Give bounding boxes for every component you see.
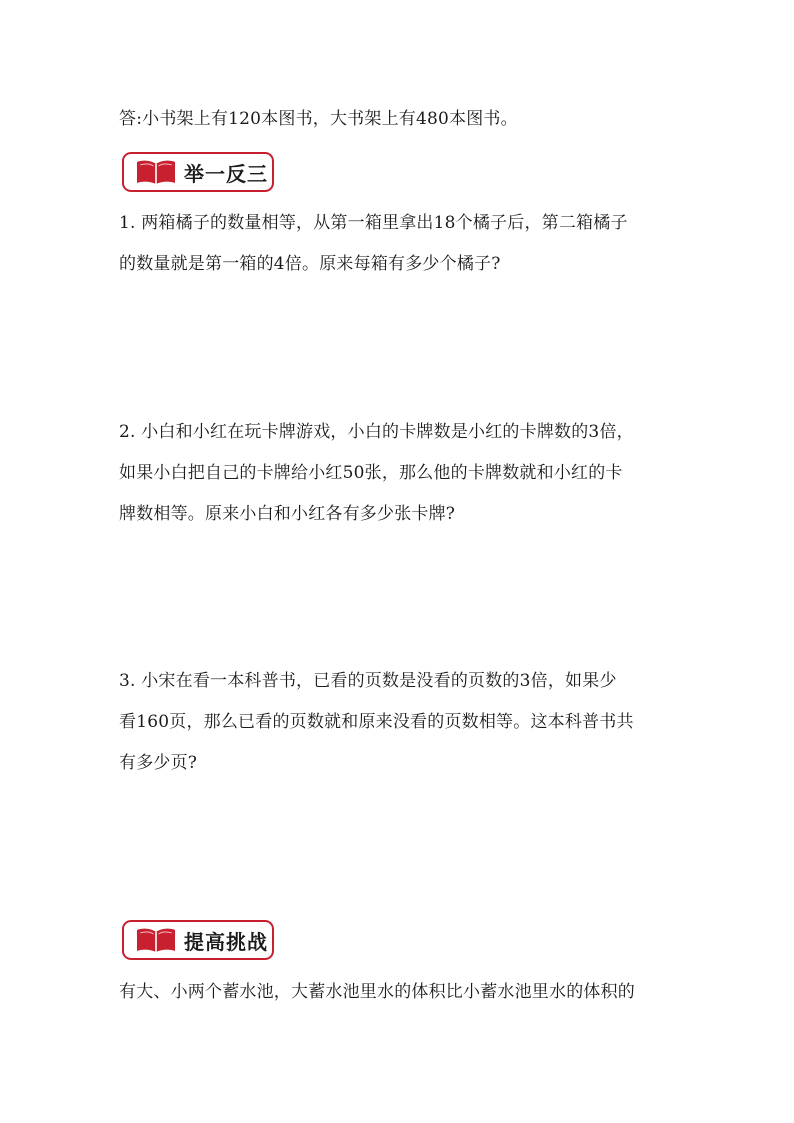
section-badge-practice — [122, 152, 274, 192]
problem-line: 3. 小宋在看一本科普书，已看的页数是没看的页数的3倍，如果少 — [119, 671, 617, 691]
problem-line: 有多少页? — [119, 753, 198, 773]
section-badge-challenge — [122, 920, 274, 960]
answer-line: 答:小书架上有120本图书，大书架上有480本图书。 — [119, 109, 518, 129]
problem-line: 1. 两箱橘子的数量相等，从第一箱里拿出18个橘子后，第二箱橘子 — [119, 213, 628, 233]
problem-line: 2. 小白和小红在玩卡牌游戏，小白的卡牌数是小红的卡牌数的3倍， — [119, 422, 634, 442]
challenge-line: 有大、小两个蓄水池，大蓄水池里水的体积比小蓄水池里水的体积的 — [119, 982, 635, 1002]
problem-line: 牌数相等。原来小白和小红各有多少张卡牌? — [119, 504, 456, 524]
book-icon — [136, 927, 176, 953]
section-title: 提高挑战 — [184, 929, 268, 954]
problem-line: 看160页，那么已看的页数就和原来没看的页数相等。这本科普书共 — [119, 712, 634, 732]
section-title: 举一反三 — [184, 161, 268, 186]
problem-line: 的数量就是第一箱的4倍。原来每箱有多少个橘子? — [119, 254, 501, 274]
problem-line: 如果小白把自己的卡牌给小红50张，那么他的卡牌数就和小红的卡 — [119, 463, 623, 483]
book-icon — [136, 159, 176, 185]
